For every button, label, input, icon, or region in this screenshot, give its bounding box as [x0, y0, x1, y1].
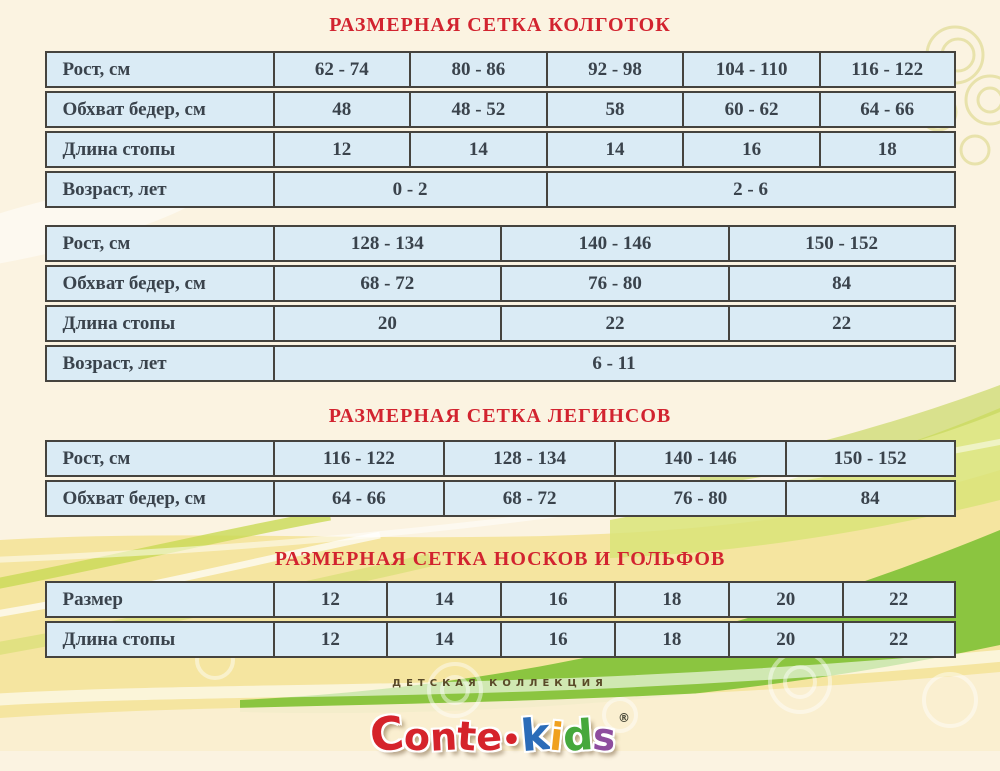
table-cell: 0 - 2	[273, 171, 546, 208]
row-label: Длина стопы	[45, 621, 273, 658]
logo-brand-text	[0, 692, 1000, 771]
table-cell: 116 - 122	[273, 440, 444, 477]
table-row	[45, 265, 956, 302]
table-cell: 12	[273, 131, 410, 168]
table-cell: 76 - 80	[614, 480, 785, 517]
logo-letter: o	[402, 714, 431, 760]
table-cell: 128 - 134	[273, 225, 501, 262]
table-cell: 16	[500, 581, 614, 618]
table-cell: 48 - 52	[409, 91, 546, 128]
table-cell: 12	[273, 581, 387, 618]
row-label: Размер	[45, 581, 273, 618]
table-cell: 68 - 72	[273, 265, 501, 302]
tights-small-sizes-table	[45, 48, 956, 211]
logo-letter: k	[518, 708, 553, 763]
logo-letter: t	[455, 713, 478, 761]
logo-letter: s	[591, 714, 618, 760]
table-cell: 22	[842, 621, 956, 658]
table-row	[45, 171, 956, 208]
table-cell: 20	[273, 305, 501, 342]
leggings-sizes-table	[45, 437, 956, 520]
table-cell: 14	[386, 621, 500, 658]
table-cell: 22	[500, 305, 728, 342]
table-cell: 18	[614, 581, 728, 618]
table-row	[45, 51, 956, 88]
table-row	[45, 225, 956, 262]
table-row	[45, 480, 956, 517]
table-cell: 18	[614, 621, 728, 658]
conte-kids-logo	[0, 678, 1000, 771]
leggings-size-chart-title: РАЗМЕРНАЯ СЕТКА ЛЕГИНСОВ	[328, 405, 672, 427]
logo-letter: n	[428, 714, 459, 760]
row-label: Возраст, лет	[45, 171, 273, 208]
table-row	[45, 131, 956, 168]
socks-sizes-table	[45, 578, 956, 661]
table-cell: 68 - 72	[443, 480, 614, 517]
table-cell: 6 - 11	[273, 345, 956, 382]
table-row	[45, 621, 956, 658]
table-cell: 84	[785, 480, 956, 517]
logo-letter: •	[501, 723, 522, 758]
table-cell: 48	[273, 91, 410, 128]
table-cell: 16	[500, 621, 614, 658]
table-cell: 20	[728, 581, 842, 618]
socks-size-chart-title: РАЗМЕРНАЯ СЕТКА НОСКОВ И ГОЛЬФОВ	[274, 548, 726, 570]
table-cell: 140 - 146	[500, 225, 728, 262]
table-cell: 64 - 66	[273, 480, 444, 517]
table-cell: 84	[728, 265, 956, 302]
registered-trademark-icon: ®	[618, 711, 631, 725]
row-label: Обхват бедер, см	[45, 265, 273, 302]
table-cell: 62 - 74	[273, 51, 410, 88]
row-label: Длина стопы	[45, 131, 273, 168]
logo-letter: e	[474, 714, 504, 760]
table-cell: 20	[728, 621, 842, 658]
table-cell: 22	[842, 581, 956, 618]
table-cell: 128 - 134	[443, 440, 614, 477]
logo-letter: i	[548, 714, 566, 760]
table-cell: 116 - 122	[819, 51, 956, 88]
row-label: Длина стопы	[45, 305, 273, 342]
table-cell: 92 - 98	[546, 51, 683, 88]
logo-tagline: ДЕТСКАЯ КОЛЛЕКЦИЯ	[392, 678, 608, 689]
table-row	[45, 440, 956, 477]
table-row	[45, 305, 956, 342]
table-cell: 18	[819, 131, 956, 168]
table-cell: 16	[682, 131, 819, 168]
table-cell: 14	[546, 131, 683, 168]
table-cell: 12	[273, 621, 387, 658]
table-cell: 14	[409, 131, 546, 168]
table-cell: 2 - 6	[546, 171, 956, 208]
table-row	[45, 91, 956, 128]
table-row	[45, 581, 956, 618]
table-cell: 58	[546, 91, 683, 128]
row-label: Рост, см	[45, 440, 273, 477]
table-cell: 150 - 152	[785, 440, 956, 477]
table-cell: 140 - 146	[614, 440, 785, 477]
row-label: Возраст, лет	[45, 345, 273, 382]
row-label: Рост, см	[45, 51, 273, 88]
row-label: Обхват бедер, см	[45, 480, 273, 517]
row-label: Рост, см	[45, 225, 273, 262]
table-cell: 64 - 66	[819, 91, 956, 128]
logo-letter: C	[367, 705, 407, 763]
table-cell: 14	[386, 581, 500, 618]
table-cell: 22	[728, 305, 956, 342]
table-cell: 104 - 110	[682, 51, 819, 88]
tights-large-sizes-table	[45, 222, 956, 385]
row-label: Обхват бедер, см	[45, 91, 273, 128]
tights-size-chart-title: РАЗМЕРНАЯ СЕТКА КОЛГОТОК	[329, 14, 671, 36]
table-row	[45, 345, 956, 382]
table-cell: 80 - 86	[409, 51, 546, 88]
table-cell: 76 - 80	[500, 265, 728, 302]
table-cell: 60 - 62	[682, 91, 819, 128]
logo-letter: d	[561, 710, 596, 761]
table-cell: 150 - 152	[728, 225, 956, 262]
